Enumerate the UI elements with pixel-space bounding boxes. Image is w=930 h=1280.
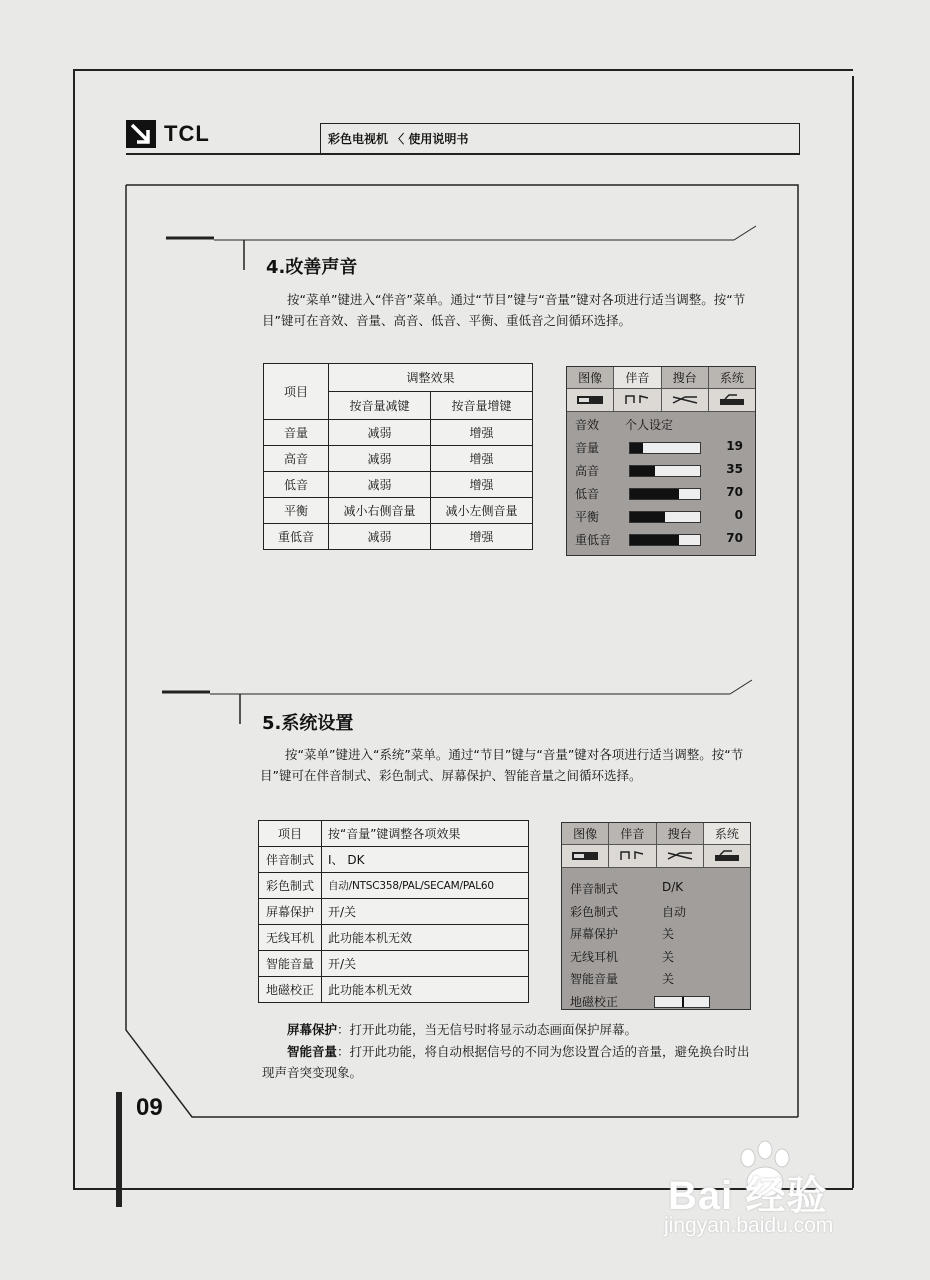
menu-row-value: 70	[726, 531, 743, 545]
menu-row	[567, 504, 755, 527]
menu-row	[562, 989, 750, 1012]
music-note-icon	[609, 845, 656, 867]
table-row: 伴音制式 I、 DK	[259, 847, 529, 873]
table-header-item: 项目	[264, 364, 329, 420]
menu-row	[567, 435, 755, 458]
tab-system: 系统	[709, 367, 755, 389]
sound-adjust-table	[263, 363, 533, 550]
tab-picture: 图像	[567, 367, 614, 389]
table-row: 高音 减弱 增强	[264, 446, 533, 472]
section-4-paragraph: 按“菜单”键进入“伴音”菜单。通过“节目”键与“音量”键对各项进行适当调整。按“节目”键可在音效、音量、高音、低音、平衡、重低音之间循环选择。	[262, 292, 746, 328]
level-bar-fill	[630, 535, 679, 545]
menu-row-value: D/K	[662, 880, 684, 894]
section-4-title: 4.改善声音	[266, 257, 358, 278]
table-row: 地磁校正 此功能本机无效	[259, 977, 529, 1003]
tab-sound: 伴音	[609, 823, 656, 845]
menu-row-label: 平衡	[575, 510, 600, 524]
antenna-icon	[657, 845, 704, 867]
menu-row	[567, 481, 755, 504]
table-row: 平衡 减小右侧音量 减小左侧音量	[264, 498, 533, 524]
menu-row-label: 伴音制式	[570, 882, 619, 896]
menu-row	[567, 458, 755, 481]
menu-tabs	[562, 823, 750, 845]
menu-icons	[562, 845, 750, 868]
header-title: 彩色电视机 〈 使用说明书	[328, 132, 469, 146]
watermark-url: jingyan.baidu.com	[664, 1214, 834, 1237]
menu-row-value: 关	[662, 949, 675, 964]
menu-row-value: 关	[662, 927, 675, 941]
menu-icons	[567, 389, 755, 412]
picture-icon	[562, 845, 609, 867]
table-row: 彩色制式 自动/NTSC358/PAL/SECAM/PAL60	[259, 873, 529, 899]
note-screensaver: 屏幕保护：打开此功能，当无信号时将显示动态画面保护屏幕。	[287, 1022, 638, 1037]
system-icon	[709, 389, 755, 411]
tab-picture: 图像	[562, 823, 609, 845]
menu-row-label: 地磁校正	[570, 994, 619, 1009]
table-row: 智能音量 开/关	[259, 951, 529, 977]
music-note-icon	[614, 389, 661, 411]
watermark-text: Bai 经验	[668, 1174, 828, 1218]
table-header-down: 按音量减键	[329, 392, 431, 420]
level-bar	[629, 465, 701, 477]
tab-search: 搜台	[662, 367, 709, 389]
menu-row-label: 音量	[575, 441, 600, 455]
correction-slider	[654, 996, 710, 1008]
table-header-effect: 按“音量”键调整各项效果	[322, 821, 529, 847]
system-menu-screen	[561, 822, 751, 1010]
menu-row-value: 自动	[662, 904, 687, 919]
level-bar-fill	[630, 443, 643, 453]
sound-menu-screen	[566, 366, 756, 556]
table-header-up: 按音量增键	[431, 392, 533, 420]
menu-row-label: 屏幕保护	[570, 927, 619, 941]
level-bar	[629, 534, 701, 546]
table-header-group: 调整效果	[329, 364, 533, 392]
level-bar-fill	[630, 512, 665, 522]
table-row: 重低音 减弱 增强	[264, 524, 533, 550]
menu-row-value: 关	[662, 972, 675, 986]
menu-row-value: 0	[734, 508, 743, 522]
menu-row	[562, 966, 750, 989]
menu-row-label: 高音	[575, 464, 600, 478]
menu-row	[562, 921, 750, 944]
table-row: 屏幕保护 开/关	[259, 899, 529, 925]
menu-rows	[567, 435, 755, 550]
menu-row-value: 19	[726, 439, 743, 453]
menu-rows	[562, 868, 750, 1011]
level-bar	[629, 442, 701, 454]
menu-row-label: 重低音	[575, 533, 612, 547]
antenna-icon	[662, 389, 709, 411]
menu-row	[562, 899, 750, 922]
section-5-title: 5.系统设置	[262, 713, 354, 734]
table-row: 低音 减弱 增强	[264, 472, 533, 498]
section-5-paragraph: 按“菜单”键进入“系统”菜单。通过“节目”键与“音量”键对各项进行适当调整。按“节目”键可在伴音制式、彩色制式、屏幕保护、智能音量之间循环选择。	[260, 747, 744, 783]
tab-system: 系统	[704, 823, 750, 845]
system-icon	[704, 845, 750, 867]
level-bar	[629, 488, 701, 500]
table-row: 音量 减弱 增强	[264, 420, 533, 446]
table-header-item: 项目	[259, 821, 322, 847]
system-settings-table	[258, 820, 529, 1003]
menu-row-label: 无线耳机	[570, 949, 619, 964]
note-smart-volume: 智能音量：打开此功能，将自动根据信号的不同为您设置合适的音量，避免换台时出现声音突变现象。	[262, 1044, 750, 1080]
level-bar-fill	[630, 489, 679, 499]
menu-row	[562, 876, 750, 899]
logo-text: TCL	[164, 121, 210, 146]
menu-row-value: 70	[726, 485, 743, 499]
menu-row	[562, 944, 750, 967]
level-bar-fill	[630, 466, 655, 476]
menu-row-effect: 音效 个人设定	[575, 418, 674, 432]
menu-row-value: 35	[726, 462, 743, 476]
menu-row-label: 低音	[575, 487, 600, 501]
picture-icon	[567, 389, 614, 411]
level-bar	[629, 511, 701, 523]
menu-row	[567, 527, 755, 550]
tab-search: 搜台	[657, 823, 704, 845]
slider-handle	[682, 997, 684, 1007]
menu-row-label: 彩色制式	[570, 904, 619, 919]
page-number-bar	[116, 1092, 122, 1207]
page-number: 09	[136, 1094, 163, 1121]
tab-sound: 伴音	[614, 367, 661, 389]
menu-tabs	[567, 367, 755, 389]
menu-row-label: 智能音量	[570, 972, 619, 986]
table-row: 无线耳机 此功能本机无效	[259, 925, 529, 951]
